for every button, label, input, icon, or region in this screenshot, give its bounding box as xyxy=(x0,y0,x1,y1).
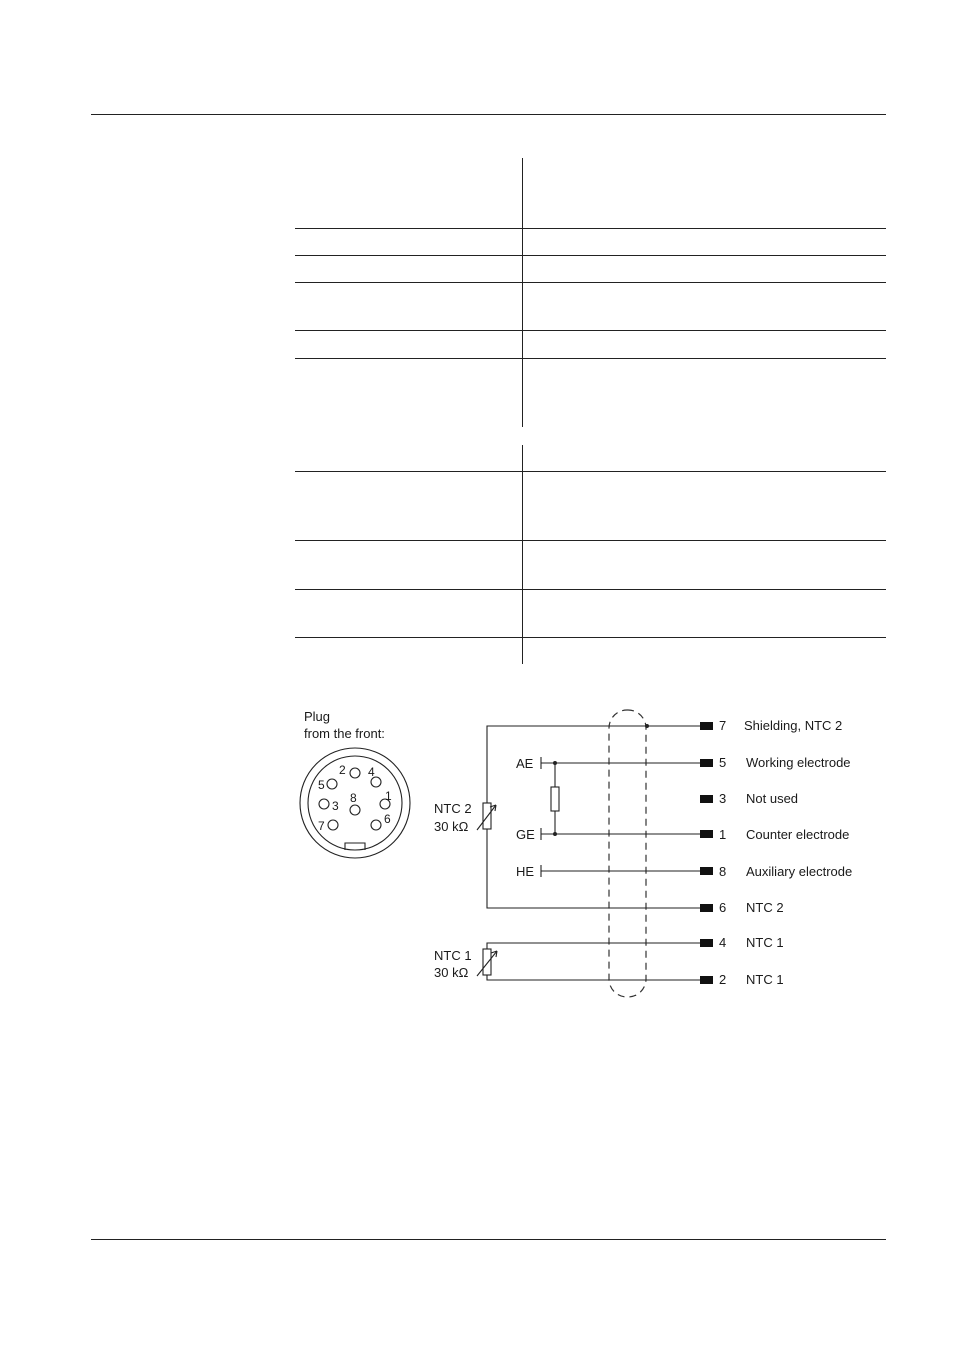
plug-caption-line2: from the front: xyxy=(304,726,385,741)
pinout-number: 7 xyxy=(719,718,727,733)
ntc2-name-label: NTC 2 xyxy=(434,801,472,816)
pin-number: 1 xyxy=(385,789,392,803)
pin-number: 2 xyxy=(339,763,346,777)
upper-table-row-line xyxy=(295,228,886,229)
pin-7-socket xyxy=(328,820,338,830)
upper-table-divider xyxy=(522,158,523,427)
pin-number: 5 xyxy=(318,778,325,792)
pinout-label: NTC 1 xyxy=(746,972,784,987)
pin-5-socket xyxy=(327,779,337,789)
upper-table-row-line xyxy=(295,282,886,283)
header-rule xyxy=(91,114,886,115)
pin-3-socket xyxy=(319,799,329,809)
he-label: HE xyxy=(516,864,535,879)
pinout-label: Not used xyxy=(746,791,799,806)
ntc2-thermistor xyxy=(477,803,496,830)
pinout-label: NTC 1 xyxy=(746,935,784,950)
pinout-label: Working electrode xyxy=(746,755,851,770)
plug-caption-line1: Plug xyxy=(304,709,331,724)
pinout-label: Shielding, NTC 2 xyxy=(744,718,843,733)
upper-table-row-line xyxy=(295,330,886,331)
ntc1-name-label: NTC 1 xyxy=(434,948,472,963)
wiring-diagram xyxy=(280,700,880,1010)
upper-table-row-line xyxy=(295,255,886,256)
pinout-number: 2 xyxy=(719,972,727,987)
ae-label: AE xyxy=(516,756,534,771)
pin-2-socket xyxy=(350,768,360,778)
ntc2-value-label: 30 kΩ xyxy=(434,819,469,834)
pin-6-socket xyxy=(371,820,381,830)
pin-number: 7 xyxy=(318,819,325,833)
pinout-number: 5 xyxy=(719,755,727,770)
upper-table-row-line xyxy=(295,358,886,359)
cable-shield xyxy=(609,710,646,997)
pin-8-socket xyxy=(350,805,360,815)
pinout-list xyxy=(719,718,852,987)
ntc1-thermistor xyxy=(477,949,497,976)
pin-number: 6 xyxy=(384,812,391,826)
pinout-number: 3 xyxy=(719,791,727,806)
pinout-label: Counter electrode xyxy=(746,827,850,842)
pinout-label: Auxiliary electrode xyxy=(746,864,853,879)
pin-number: 3 xyxy=(332,799,339,813)
pinout-number: 8 xyxy=(719,864,727,879)
pinout-number: 4 xyxy=(719,935,727,950)
pin-number: 4 xyxy=(368,765,375,779)
lower-table-divider xyxy=(522,445,523,664)
pinout-number: 1 xyxy=(719,827,727,842)
lower-table-row-line xyxy=(295,540,886,541)
pinout-number: 6 xyxy=(719,900,727,915)
pinout-label: NTC 2 xyxy=(746,900,784,915)
lower-table-row-line xyxy=(295,589,886,590)
ntc1-value-label: 30 kΩ xyxy=(434,965,469,980)
ge-label: GE xyxy=(516,827,535,842)
lower-table-row-line xyxy=(295,637,886,638)
footer-rule xyxy=(91,1239,886,1240)
terminal-blocks xyxy=(700,722,713,984)
pin-number: 8 xyxy=(350,791,357,805)
lower-table-row-line xyxy=(295,471,886,472)
